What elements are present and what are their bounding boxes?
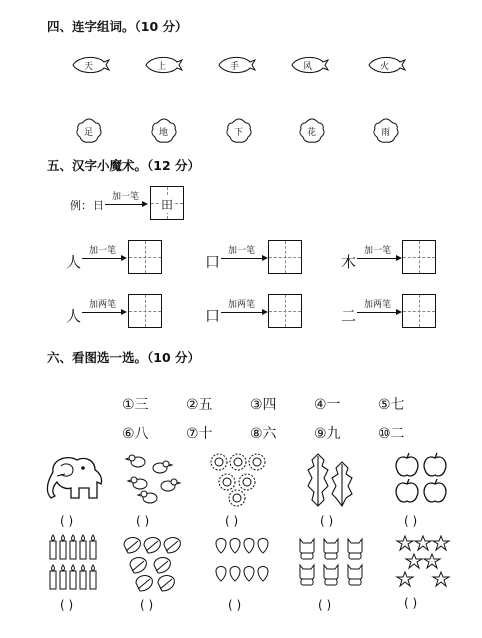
flower-char: 雨	[381, 128, 391, 138]
candle-icon	[48, 535, 98, 591]
base-char: 二	[341, 307, 357, 325]
flower-card	[225, 117, 253, 149]
answer-blank[interactable]: ( )	[320, 514, 334, 528]
cat-icon	[298, 535, 368, 591]
option: ⑤七	[378, 397, 405, 413]
option: ⑦十	[186, 426, 213, 442]
arrow-line	[357, 312, 397, 313]
option: ⑩二	[378, 426, 405, 442]
add-label: 加一笔	[89, 246, 117, 256]
add-label: 加两笔	[228, 300, 256, 310]
option: ⑥八	[122, 426, 149, 442]
leaf-char: 天	[84, 62, 94, 72]
leaf-icon	[122, 535, 184, 593]
leaf-char: 上	[157, 62, 167, 72]
section5-title: 五、汉字小魔术。（12 分）	[47, 158, 200, 173]
answer-blank[interactable]: ( )	[228, 598, 242, 612]
section6-title: 六、看图选一选。（10 分）	[47, 350, 200, 365]
base-char: 木	[341, 253, 357, 271]
flower-char: 下	[234, 128, 244, 138]
answer-blank[interactable]: ( )	[225, 514, 239, 528]
leaves-picture	[298, 452, 358, 508]
apple-icon	[394, 452, 450, 504]
section4-title: 四、连字组词。（10 分）	[47, 19, 188, 34]
leaf-card	[366, 54, 406, 80]
option: ③四	[250, 397, 277, 413]
answer-box[interactable]	[268, 240, 302, 274]
option: ④一	[314, 397, 341, 413]
answer-blank[interactable]: ( )	[136, 514, 150, 528]
example-arrow-line	[105, 204, 143, 205]
add-label: 加两笔	[364, 300, 392, 310]
answer-box[interactable]	[402, 294, 436, 328]
answer-box[interactable]	[128, 294, 162, 328]
arrow-right-icon	[121, 255, 127, 261]
strawberries-picture	[214, 535, 270, 591]
answer-blank[interactable]: ( )	[60, 598, 74, 612]
arrow-line	[221, 258, 263, 259]
elephant-picture	[45, 452, 107, 506]
option: ②五	[186, 397, 213, 413]
base-char: 口	[205, 253, 221, 271]
bird-icon	[126, 452, 182, 506]
stars-picture	[396, 535, 450, 589]
leaves-group-picture	[122, 535, 184, 593]
arrow-right-icon	[142, 201, 148, 207]
arrow-line	[221, 312, 263, 313]
answer-box[interactable]	[268, 294, 302, 328]
base-char: 人	[66, 307, 82, 325]
arrow-line	[82, 312, 122, 313]
example-char: 日	[93, 199, 104, 212]
answer-box[interactable]	[402, 240, 436, 274]
leaf-char: 火	[380, 62, 390, 72]
example-result-char: 田	[161, 198, 174, 212]
leaf-char: 风	[303, 62, 313, 72]
leaf-card	[289, 54, 329, 80]
answer-blank[interactable]: ( )	[60, 514, 74, 528]
apples-picture	[394, 452, 450, 504]
answer-blank[interactable]: ( )	[140, 598, 154, 612]
answer-blank[interactable]: ( )	[318, 598, 332, 612]
example-prefix: 例：	[70, 199, 92, 212]
cats-picture	[298, 535, 368, 591]
sunflower-icon	[207, 452, 269, 508]
flower-card	[298, 117, 326, 149]
flower-char: 地	[159, 128, 169, 138]
example-add-label: 加一笔	[112, 192, 140, 202]
candles-picture	[48, 535, 98, 591]
star-icon	[396, 535, 450, 589]
leaf-card	[143, 54, 183, 80]
leaf-char: 手	[230, 62, 240, 72]
add-label: 加两笔	[89, 300, 117, 310]
leaf-card	[70, 54, 110, 80]
flower-card	[150, 117, 178, 149]
base-char: 人	[66, 253, 82, 271]
leaf-card	[216, 54, 256, 80]
sunflowers-picture	[207, 452, 269, 508]
add-label: 加一笔	[228, 246, 256, 256]
option: ①三	[122, 397, 149, 413]
arrow-right-icon	[121, 309, 127, 315]
flower-card	[75, 117, 103, 149]
arrow-line	[357, 258, 397, 259]
example-answer-box	[150, 186, 184, 220]
add-label: 加一笔	[364, 246, 392, 256]
option: ⑨九	[314, 426, 341, 442]
strawberry-icon	[214, 535, 270, 591]
flower-char: 足	[84, 128, 94, 138]
answer-blank[interactable]: ( )	[404, 596, 418, 610]
answer-blank[interactable]: ( )	[404, 514, 418, 528]
flower-char: 花	[307, 128, 317, 138]
leaf-icon	[298, 452, 358, 508]
base-char: 口	[205, 307, 221, 325]
flower-card	[372, 117, 400, 149]
arrow-line	[82, 258, 122, 259]
option: ⑧六	[250, 426, 277, 442]
elephant-icon	[45, 452, 107, 506]
answer-box[interactable]	[128, 240, 162, 274]
birds-picture	[126, 452, 182, 506]
